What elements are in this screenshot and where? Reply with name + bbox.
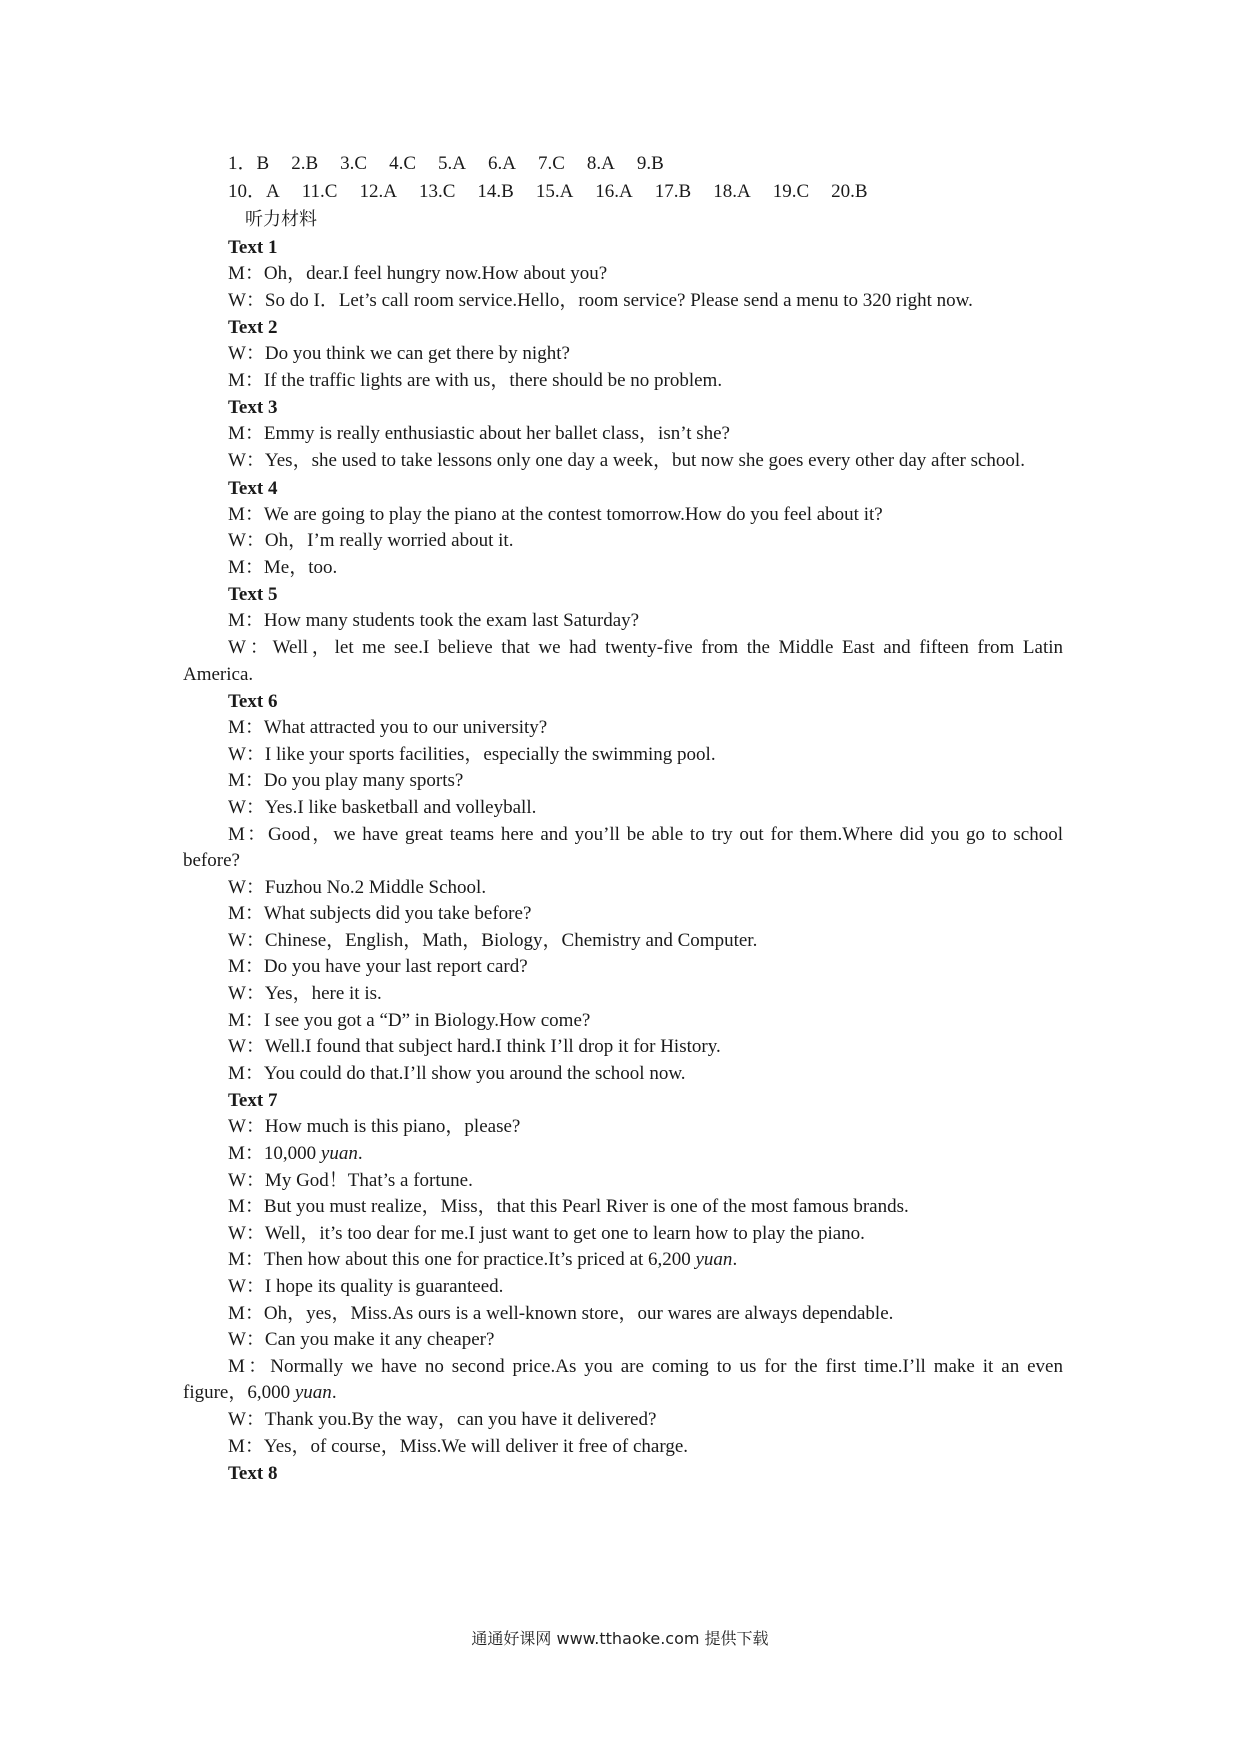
dialogue-line: W：Yes，here it is. [228, 983, 382, 1005]
answer-item: 3.C [340, 153, 368, 174]
answer-item: 13.C [418, 181, 456, 202]
answer-item: 2.B [291, 153, 319, 174]
currency-word: yuan [695, 1249, 733, 1271]
dialogue-line: M：I see you got a “D” in Biology.How come? [228, 1009, 591, 1031]
text-heading: Text 5 [228, 584, 278, 606]
dialogue-line: W：Do you think we can get there by night? [228, 343, 570, 365]
answer-item: 10．A [228, 181, 280, 202]
dialogue-line: W：Yes.I like basketball and volleyball. [228, 796, 537, 818]
dialogue-line: M：You could do that.I’ll show you around the school now. [228, 1062, 686, 1084]
dialogue-line: W：Well，let me see.I believe that we had twenty-five from the Middle East and fifteen from Latin America. [183, 636, 1063, 685]
answer-item: 1．B [228, 153, 270, 174]
dialogue-line: M：But you must realize，Miss，that this Pearl River is one of the most famous brands. [228, 1196, 909, 1218]
dialogue-line: W：I hope its quality is guaranteed. [228, 1276, 504, 1297]
answer-item: 8.A [586, 153, 615, 174]
dialogue-line: W：Thank you.By the way，can you have it delivered? [228, 1408, 657, 1430]
answer-item: 7.C [537, 153, 565, 174]
text-heading: Text 1 [228, 237, 278, 258]
currency-word: yuan [320, 1143, 358, 1165]
dialogue-line: M：Oh，yes，Miss.As ours is a well-known store，our wares are always dependable. [228, 1302, 894, 1324]
answer-item: 18.A [713, 181, 751, 202]
answer-item: 12.A [359, 181, 397, 202]
answer-item: 19.C [772, 181, 810, 202]
section-heading: 听力材料 [245, 209, 317, 230]
dialogue-line: M：We are going to play the piano at the contest tomorrow.How do you feel about it? [228, 503, 883, 525]
text-heading: Text 8 [228, 1463, 278, 1485]
answer-item: 4.C [389, 153, 416, 174]
dialogue-line: W：How much is this piano，please? [228, 1116, 521, 1138]
answer-item: 14.B [477, 181, 514, 202]
dialogue-line: M：Do you play many sports? [228, 770, 464, 792]
currency-word: yuan [294, 1382, 332, 1404]
text-heading: Text 4 [228, 477, 278, 499]
dialogue-line: M：What attracted you to our university? [228, 717, 548, 739]
dialogue-line: W：So do I．Let’s call room service.Hello，room service? Please send a menu to 320 right now. [228, 289, 973, 311]
page-footer: 通通好课网 www.tthaoke.com 提供下载 [471, 1629, 769, 1648]
dialogue-line: W：Fuzhou No.2 Middle School. [228, 876, 487, 898]
answer-item: 20.B [831, 181, 868, 202]
dialogue-line: M：Then how about this one for practice.It’s priced at 6,200 yuan. [228, 1249, 738, 1271]
dialogue-line: M：How many students took the exam last Saturday? [228, 610, 640, 632]
text-heading: Text 3 [228, 397, 278, 419]
dialogue-line: W：Yes，she used to take lessons only one day a week，but now she goes every other day after school. [228, 449, 1025, 471]
dialogue-line: W：I like your sports facilities，especially the swimming pool. [228, 743, 716, 765]
dialogue-line: M：Do you have your last report card? [228, 956, 528, 978]
text-heading: Text 2 [228, 317, 278, 339]
dialogue-line: W：My God！That’s a fortune. [228, 1169, 473, 1191]
dialogue-line: M：Emmy is really enthusiastic about her ballet class，isn’t she? [228, 423, 730, 445]
text-heading: Text 6 [228, 691, 278, 713]
dialogue-line: W：Well，it’s too dear for me.I just want to get one to learn how to play the piano. [228, 1222, 865, 1244]
dialogue-line: M：What subjects did you take before? [228, 903, 532, 925]
answer-item: 6.A [487, 153, 516, 174]
dialogue-line: M：If the traffic lights are with us，there should be no problem. [228, 369, 723, 391]
dialogue-line: W：Well.I found that subject hard.I think I’ll drop it for History. [228, 1036, 721, 1058]
answer-item: 5.A [438, 153, 466, 174]
dialogue-line: M：10,000 yuan. [228, 1143, 363, 1165]
answer-item: 15.A [535, 181, 574, 202]
dialogue-line: M：Normally we have no second price.As you are coming to us for the first time.I’ll make it an even figure，6,000 yuan. [183, 1355, 1063, 1404]
dialogue-line: M：Good，we have great teams here and you’ll be able to try out for them.Where did you go to school before? [183, 823, 1063, 872]
dialogue-line: M：Yes，of course，Miss.We will deliver it free of charge. [228, 1435, 689, 1457]
dialogue-line: W：Oh，I’m really worried about it. [228, 530, 514, 552]
answer-item: 17.B [654, 181, 692, 202]
answer-item: 11.C [301, 181, 338, 202]
answer-key-row-1 [183, 150, 1063, 178]
dialogue-line: M：Oh，dear.I feel hungry now.How about you? [228, 263, 608, 284]
dialogue-line: M：Me，too. [228, 556, 338, 578]
answer-item: 9.B [636, 153, 664, 174]
dialogue-line: W：Can you make it any cheaper? [228, 1329, 495, 1351]
document-body [183, 150, 1063, 1487]
answer-key-row-2 [183, 178, 1063, 206]
dialogue-line: W：Chinese，English，Math，Biology，Chemistry and Computer. [228, 929, 758, 951]
answer-item: 16.A [595, 181, 633, 202]
text-heading: Text 7 [228, 1090, 278, 1112]
listening-transcripts [183, 234, 1063, 1487]
